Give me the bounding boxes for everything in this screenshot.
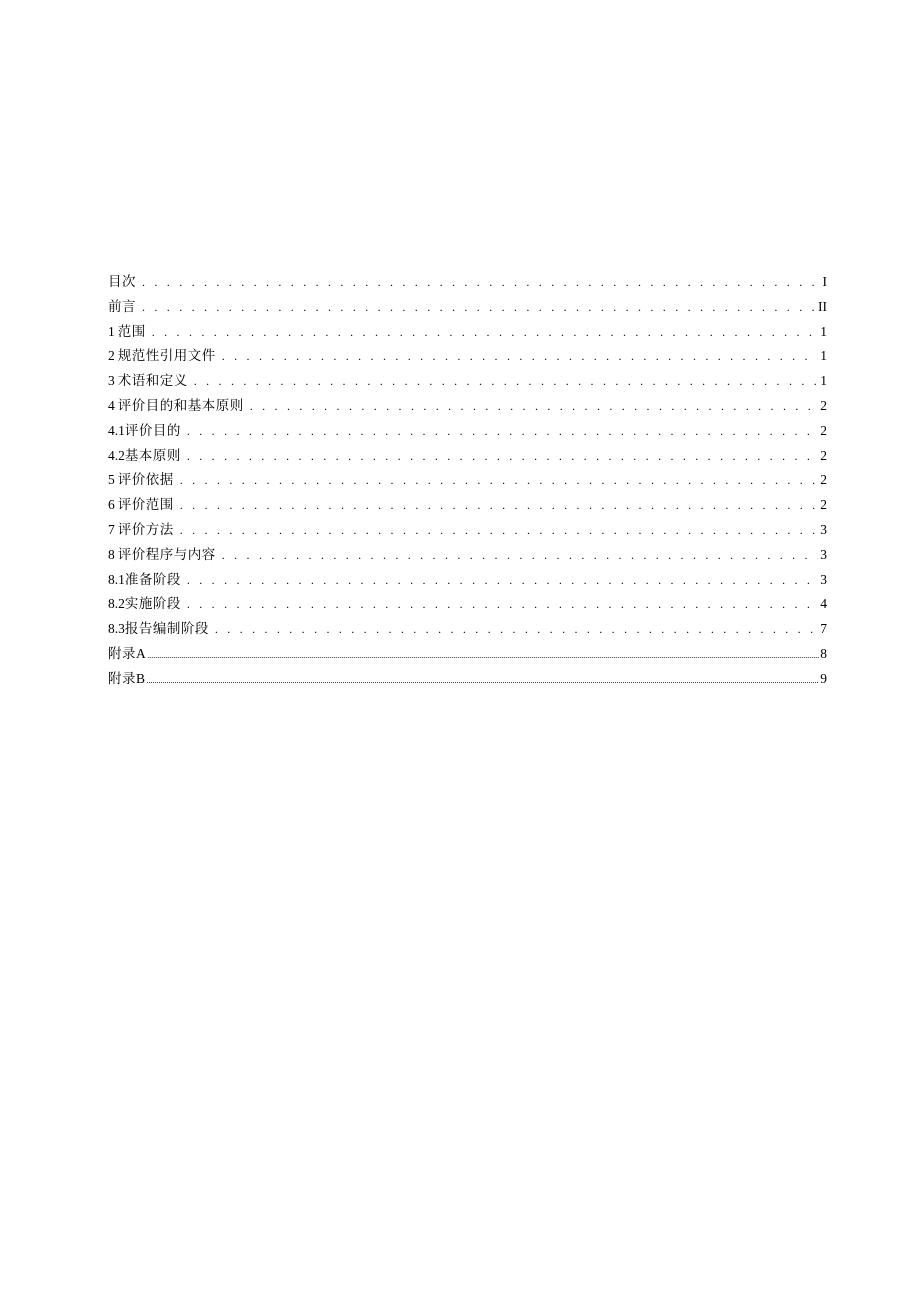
toc-entry-page: 2 [820, 422, 827, 438]
toc-dot-leader [215, 617, 818, 642]
toc-entry-section-6[interactable] [108, 493, 827, 518]
toc-entry-page: 3 [820, 571, 827, 587]
toc-dot-leader [187, 592, 818, 617]
toc-entry-page: II [818, 298, 827, 314]
table-of-contents [108, 270, 827, 692]
toc-dot-leader [222, 543, 819, 568]
toc-entry-foreword[interactable] [108, 295, 827, 320]
toc-entry-number: 8.1 [108, 571, 125, 587]
toc-entry-page: 2 [820, 447, 827, 463]
toc-entry-section-3[interactable] [108, 369, 827, 394]
toc-entry-section-5[interactable] [108, 468, 827, 493]
toc-entry-page: 7 [820, 621, 827, 637]
toc-dot-leader [180, 468, 819, 493]
toc-dot-leader [250, 394, 819, 419]
toc-entry-section-7[interactable] [108, 518, 827, 543]
toc-dot-leader [152, 320, 819, 345]
toc-entry-page: 2 [820, 472, 827, 488]
toc-dot-leader [187, 568, 818, 593]
toc-entry-title: 评价目的和基本原则 [117, 397, 244, 413]
toc-dot-leader [180, 493, 819, 518]
toc-entry-number: 5 [108, 472, 115, 488]
toc-entry-title: 评价依据 [117, 472, 174, 488]
toc-entry-number: 4.1 [108, 422, 125, 438]
toc-entry-title: 基本原则 [124, 447, 181, 463]
toc-entry-section-8-2[interactable] [108, 592, 827, 617]
toc-entry-title: 附录B [108, 670, 146, 686]
toc-entry-page: 9 [820, 670, 827, 686]
toc-entry-title: 术语和定义 [117, 373, 188, 389]
toc-entry-section-4-2[interactable] [108, 444, 827, 469]
toc-entry-number: 8 [108, 546, 115, 562]
toc-dot-leader [142, 270, 821, 295]
toc-dot-leader [142, 295, 816, 320]
toc-entry-page: 2 [820, 397, 827, 413]
toc-entry-section-8[interactable] [108, 543, 827, 568]
toc-entry-page: I [822, 274, 827, 289]
toc-entry-appendix-a[interactable] [108, 642, 827, 667]
toc-entry-section-8-1[interactable] [108, 568, 827, 593]
toc-entry-number: 6 [108, 497, 115, 513]
toc-entry-number: 4 [108, 397, 115, 413]
toc-entry-section-4-1[interactable] [108, 419, 827, 444]
toc-entry-page: 3 [820, 521, 827, 537]
toc-dot-leader [222, 344, 819, 369]
toc-entry-title: 范围 [117, 323, 146, 339]
toc-dot-leader [194, 369, 819, 394]
toc-dot-leader [187, 419, 818, 444]
toc-entry-section-1[interactable] [108, 320, 827, 345]
toc-entry-section-8-3[interactable] [108, 617, 827, 642]
toc-entry-page: 3 [820, 546, 827, 562]
toc-entry-title: 评价范围 [117, 497, 174, 513]
toc-entry-section-2[interactable] [108, 344, 827, 369]
toc-entry-page: 1 [820, 323, 827, 339]
toc-entry-number: 7 [108, 521, 115, 537]
toc-entry-title: 实施阶段 [124, 596, 181, 612]
toc-entry-number: 8.3 [108, 621, 125, 637]
toc-entry-title: 附录A [108, 645, 147, 661]
toc-entry-section-4[interactable] [108, 394, 827, 419]
toc-dot-leader [147, 669, 820, 694]
toc-entry-title: 评价程序与内容 [117, 546, 216, 562]
toc-entry-title: 评价方法 [117, 521, 174, 537]
toc-dot-leader [180, 518, 819, 543]
toc-entry-page: 1 [820, 348, 827, 364]
toc-entry-page: 8 [820, 645, 827, 661]
toc-entry-title: 评价目的 [124, 422, 181, 438]
toc-entry-page: 1 [820, 373, 827, 389]
toc-dot-leader [187, 444, 818, 469]
toc-dot-leader [147, 644, 819, 669]
toc-entry-title: 规范性引用文件 [117, 348, 216, 364]
toc-entry-number: 8.2 [108, 596, 125, 612]
toc-entry-title: 目次 [108, 274, 136, 289]
toc-entry-number: 4.2 [108, 447, 125, 463]
toc-entry-number: 1 [108, 323, 115, 339]
toc-entry-title: 前言 [108, 298, 136, 314]
toc-entry-number: 3 [108, 373, 115, 389]
toc-entry-title: 报告编制阶段 [124, 621, 209, 637]
toc-entry-page: 2 [820, 497, 827, 513]
toc-entry-number: 2 [108, 348, 115, 364]
toc-entry-title: 准备阶段 [124, 571, 181, 587]
toc-entry-page: 4 [820, 596, 827, 612]
toc-entry-contents[interactable] [108, 270, 827, 295]
toc-entry-appendix-b[interactable] [108, 667, 827, 692]
